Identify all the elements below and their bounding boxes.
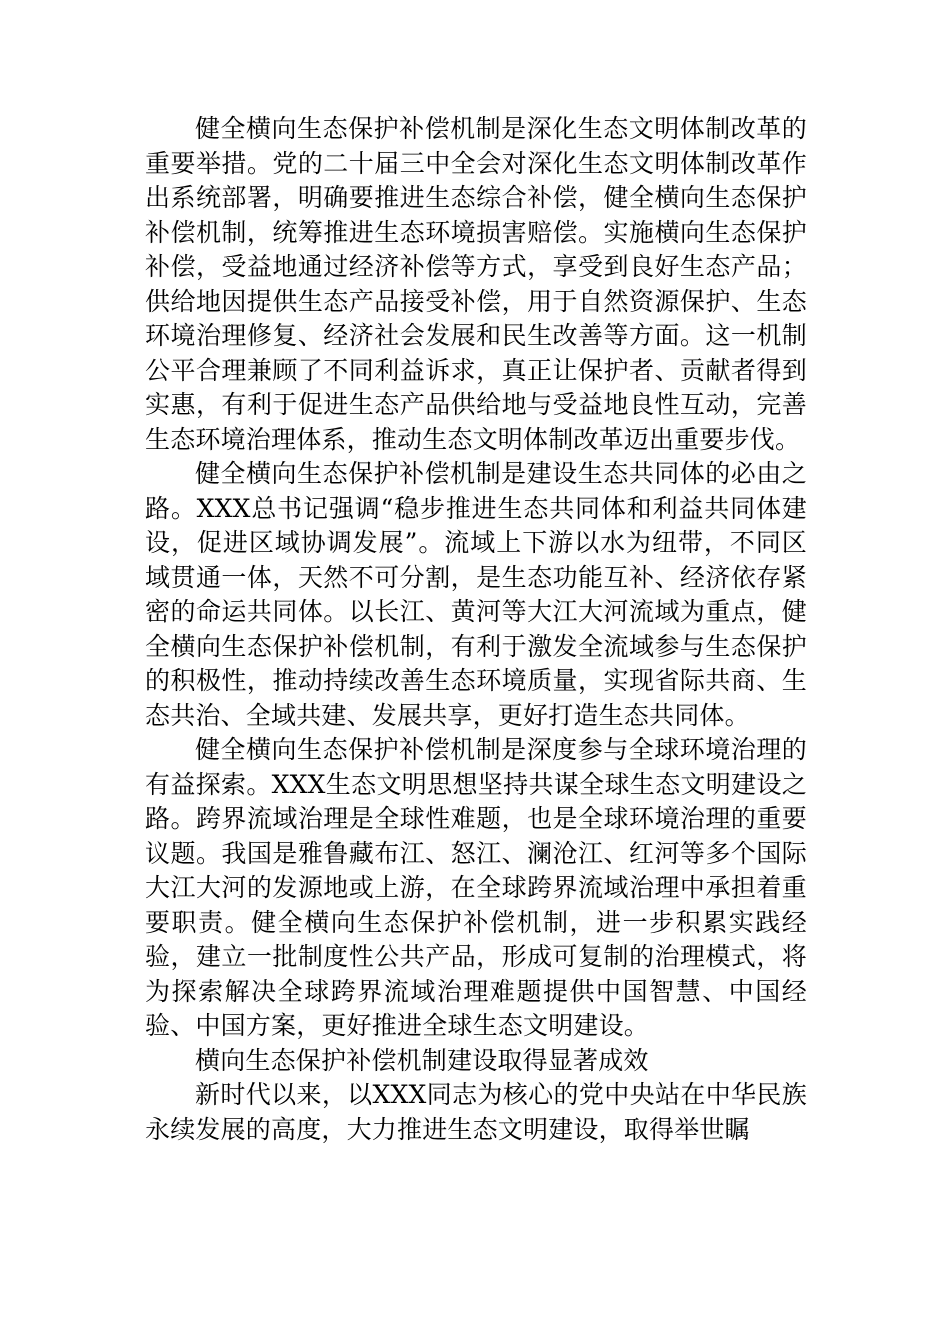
- paragraph-2: 健全横向生态保护补偿机制是建设生态共同体的必由之路。XXX总书记强调“稳步推进生态共同体和利益共同体建设，促进区域协调发展”。流域上下游以水为纽带，不同区域贯通一体，天然不可分割，是生态功能互补、经济依存紧密的命运共同体。以长江、黄河等大江大河流域为重点，健全横向生态保护补偿机制，有利于激发全流域参与生态保护的积极性，推动持续改善生态环境质量，实现省际共商、生态共治、全域共建、发展共享，更好打造生态共同体。: [145, 459, 807, 730]
- section-heading: 横向生态保护补偿机制建设取得显著成效: [195, 1045, 649, 1075]
- document-body: [145, 112, 807, 1147]
- paragraph-1: 健全横向生态保护补偿机制是深化生态文明体制改革的重要举措。党的二十届三中全会对深化生态文明体制改革作出系统部署，明确要推进生态综合补偿，健全横向生态保护补偿机制，统筹推进生态环境损害赔偿。实施横向生态保护补偿，受益地通过经济补偿等方式，享受到良好生态产品；供给地因提供生态产品接受补偿，用于自然资源保护、生态环境治理修复、经济社会发展和民生改善等方面。这一机制公平合理兼顾了不同利益诉求，真正让保护者、贡献者得到实惠，有利于促进生态产品供给地与受益地良性互动，完善生态环境治理体系，推动生态文明体制改革迈出重要步伐。: [145, 114, 807, 454]
- paragraph-3: 健全横向生态保护补偿机制是深度参与全球环境治理的有益探索。XXX生态文明思想坚持共谋全球生态文明建设之路。跨界流域治理是全球性难题，也是全球环境治理的重要议题。我国是雅鲁藏布江、怒江、澜沧江、红河等多个国际大江大河的发源地或上游，在全球跨界流域治理中承担着重要职责。健全横向生态保护补偿机制，进一步积累实践经验，建立一批制度性公共产品，形成可复制的治理模式，将为探索解决全球跨界流域治理难题提供中国智慧、中国经验、中国方案，更好推进全球生态文明建设。: [145, 735, 807, 1040]
- paragraph-4: 新时代以来，以XXX同志为核心的党中央站在中华民族永续发展的高度，大力推进生态文明建设，取得举世瞩: [145, 1080, 807, 1144]
